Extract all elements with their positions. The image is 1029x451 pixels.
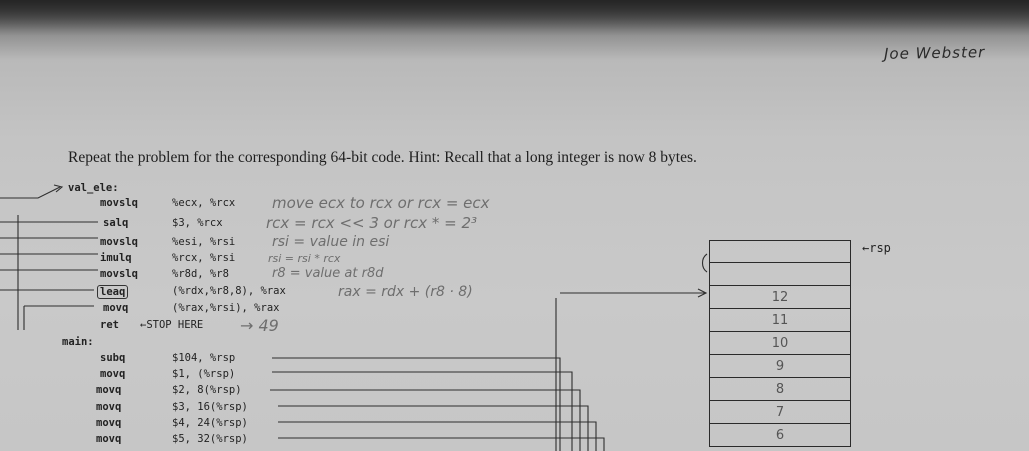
- asm-args: %r8d, %r8: [172, 268, 229, 280]
- asm-args: $1, (%rsp): [172, 368, 236, 380]
- label-val-ele: val_ele:: [68, 182, 119, 194]
- asm-op: ret: [100, 319, 119, 331]
- asm-args: $2, 8(%rsp): [172, 384, 242, 396]
- asm-op-circled: leaq: [97, 285, 128, 299]
- handwritten-note: rcx = rcx << 3 or rcx * = 2³: [266, 214, 478, 232]
- asm-args: $3, %rcx: [172, 217, 223, 229]
- asm-args: (%rax,%rsi), %rax: [172, 302, 280, 314]
- asm-op: movq: [96, 417, 122, 429]
- link-5: [278, 438, 604, 451]
- link-4: [278, 422, 596, 451]
- arrow-to-val-ele: [0, 187, 60, 198]
- rsp-pointer-label: ←rsp: [862, 241, 891, 255]
- asm-op: movslq: [100, 268, 138, 280]
- link-2: [270, 390, 580, 451]
- handwritten-note: rsi = value in esi: [272, 234, 390, 250]
- asm-op: movslq: [100, 236, 138, 248]
- asm-args: %esi, %rsi: [172, 236, 236, 248]
- handwritten-note: r8 = value at r8d: [272, 266, 384, 281]
- handwritten-note: rax = rdx + (r8 · 8): [338, 284, 473, 300]
- asm-args: %ecx, %rcx: [172, 197, 236, 209]
- asm-args: $5, 32(%rsp): [172, 433, 248, 445]
- rsp-bracket: [703, 254, 708, 272]
- handwritten-signature: Joe Webster: [883, 43, 986, 63]
- handwritten-note: → 49: [240, 316, 279, 335]
- asm-args: $4, 24(%rsp): [172, 417, 248, 429]
- handwritten-note: move ecx to rcx or rcx = ecx: [272, 194, 490, 212]
- stack-cell: 6: [709, 424, 851, 447]
- asm-op: movq: [96, 384, 122, 396]
- problem-prompt: Repeat the problem for the corresponding 64-bit code. Hint: Recall that a long integer is now 8 bytes.: [68, 149, 697, 166]
- asm-op: movq: [96, 401, 122, 413]
- stack-cell: 10: [709, 332, 851, 355]
- stack-cell: 11: [709, 309, 851, 332]
- asm-op: imulq: [100, 252, 132, 264]
- asm-args: ←STOP HERE: [140, 319, 204, 331]
- stack-cell: 12: [709, 286, 851, 309]
- link-1: [272, 372, 572, 451]
- stack-cell: 7: [709, 401, 851, 424]
- asm-op: movq: [100, 368, 126, 380]
- asm-op: salq: [103, 217, 129, 229]
- asm-op: movq: [96, 433, 122, 445]
- asm-op: movslq: [100, 197, 138, 209]
- asm-args: $3, 16(%rsp): [172, 401, 248, 413]
- asm-args: %rcx, %rsi: [172, 252, 236, 264]
- stack-cell: 9: [709, 355, 851, 378]
- stack-cell: 8: [709, 378, 851, 401]
- handwritten-note: rsi = rsi * rcx: [268, 252, 341, 265]
- asm-op: movq: [103, 302, 129, 314]
- asm-args: (%rdx,%r8,8), %rax: [172, 285, 286, 297]
- asm-op: subq: [100, 352, 126, 364]
- label-main: main:: [62, 336, 94, 348]
- asm-args: $104, %rsp: [172, 352, 236, 364]
- link-3: [278, 406, 588, 451]
